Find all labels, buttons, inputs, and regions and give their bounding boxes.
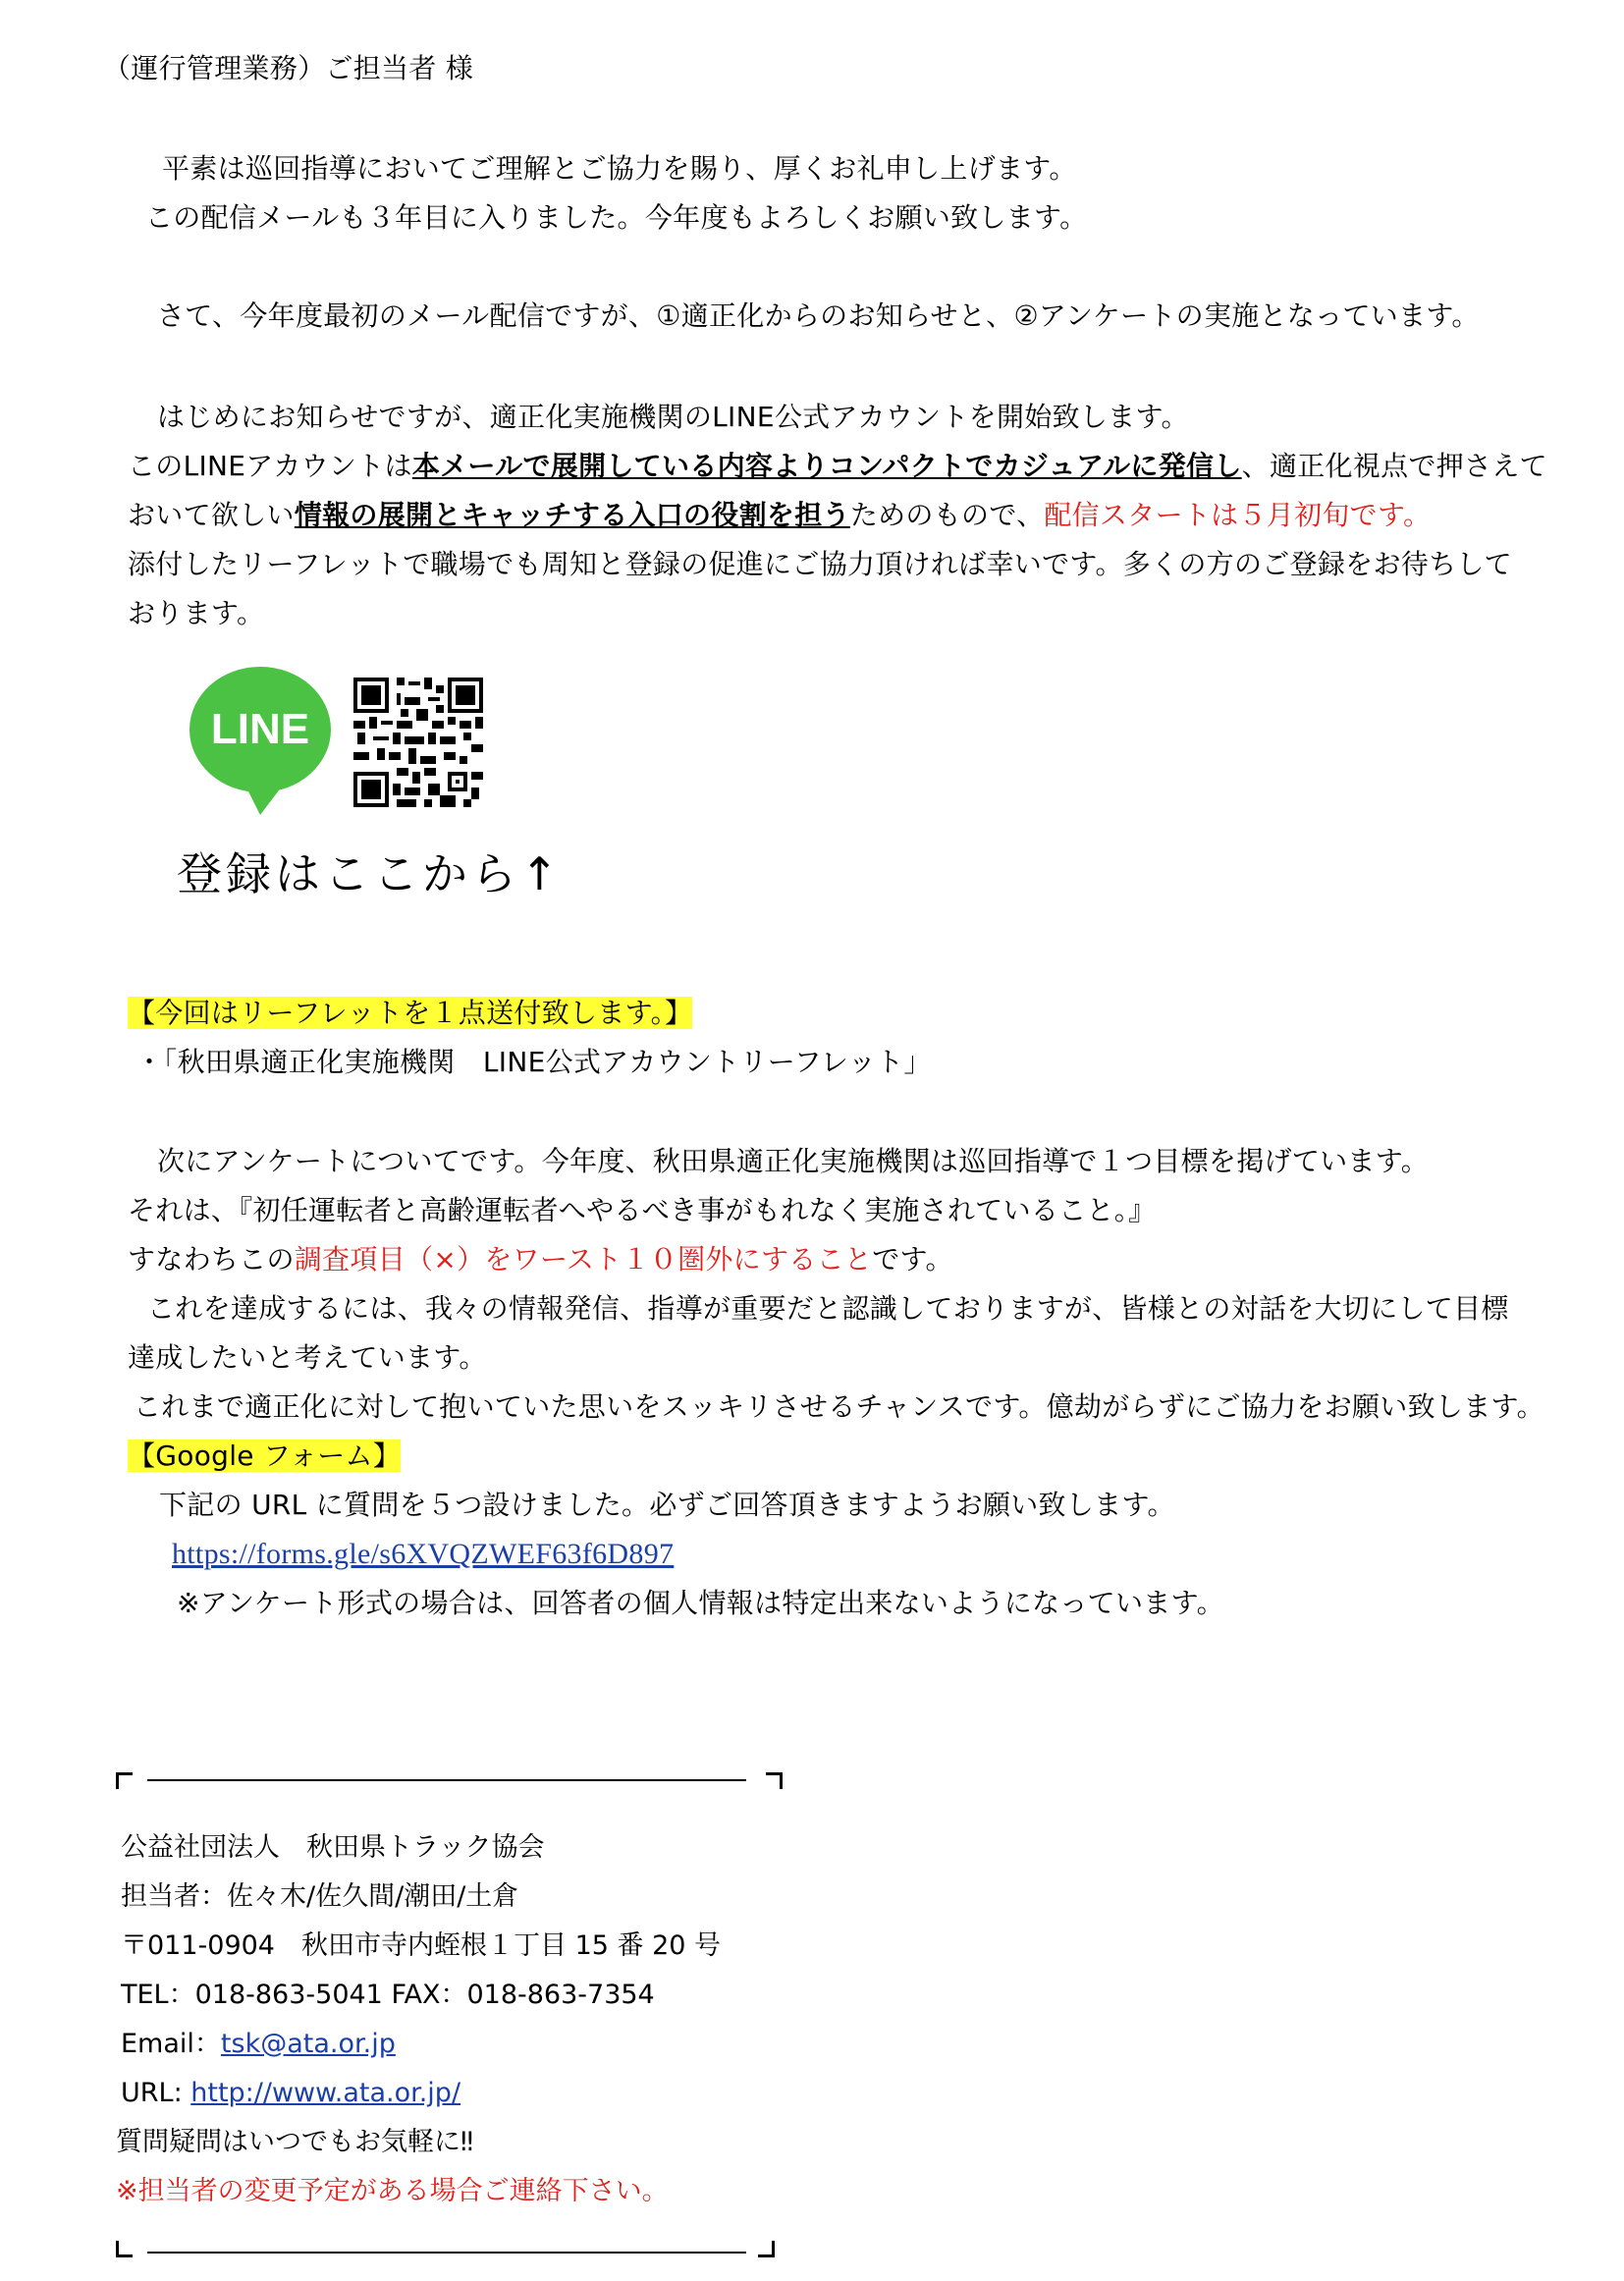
register-here-label: 登録はここから↑ (177, 847, 563, 900)
intro-paragraph-1: 平素は巡回指導においてご理解とご協力を賜り、厚くお礼申し上げます。 (162, 152, 1077, 185)
google-form-heading-text: 【Google フォーム】 (128, 1439, 402, 1472)
signature-questions: 質問疑問はいつでもお気軽に‼ (116, 2127, 474, 2157)
line-notice-line-4: 添付したリーフレットで職場でも周知と登録の促進にご協力頂ければ幸いです。多くの方のご登録をお待ちして (128, 548, 1512, 580)
survey-text: です。 (872, 1243, 953, 1276)
line-notice-line-5: おります。 (128, 597, 265, 629)
line-logo-text: LINE (210, 705, 310, 753)
line-notice-emphasis: 情報の展開とキャッチする入口の役割を担う (294, 499, 850, 531)
signature-top-rule (147, 1779, 746, 1781)
line-logo-icon (187, 663, 334, 815)
email-link[interactable]: tsk@ata.or.jp (220, 2029, 396, 2059)
google-form-instruction: 下記の URL に質問を５つ設けました。必ずご回答頂きますようお願い致します。 (159, 1489, 1175, 1521)
qr-code-icon[interactable] (353, 678, 483, 807)
line-notice-text: 、適正化視点で押さえて (1241, 450, 1547, 482)
signature-change-notice: ※担当者の変更予定がある場合ご連絡下さい。 (116, 2176, 669, 2206)
attachment-heading (128, 994, 692, 1033)
signature-bottom-left-corner (116, 2241, 133, 2257)
line-notice-text: おいて欲しい (128, 499, 295, 531)
signature-bottom-rule (147, 2252, 746, 2254)
website-link[interactable]: http://www.ata.or.jp/ (190, 2078, 461, 2108)
signature-email-row (121, 2025, 396, 2064)
survey-text: すなわちこの (128, 1243, 295, 1276)
survey-line-2: それは、『初任運転者と高齢運転者へやるべき事がもれなく実施されていること。』 (128, 1194, 1157, 1226)
survey-line-5: 達成したいと考えています。 (128, 1341, 487, 1374)
signature-tel-fax: TEL：018-863-5041 FAX：018-863-7354 (121, 1980, 655, 2010)
intro-paragraph-3: さて、今年度最初のメール配信ですが、①適正化からのお知らせと、②アンケートの実施となっています。 (157, 299, 1480, 332)
email-label: Email： (121, 2029, 221, 2059)
google-form-note: ※アンケート形式の場合は、回答者の個人情報は特定出来ないようになっています。 (177, 1587, 1224, 1619)
start-date-notice: 配信スタートは５月初旬です。 (1044, 499, 1432, 531)
line-notice-line-2 (128, 447, 1547, 486)
signature-bottom-right-corner (758, 2241, 775, 2257)
intro-paragraph-2: この配信メールも３年目に入りました。今年度もよろしくお願い致します。 (145, 201, 1088, 234)
signature-address: 〒011-0904 秋田市寺内蛭根１丁目 15 番 20 号 (121, 1930, 722, 1961)
survey-line-6: これまで適正化に対して抱いていた思いをスッキリさせるチャンスです。億劫がらずにご協力をお願い致します。 (134, 1390, 1544, 1423)
line-notice-line-3 (128, 496, 1431, 535)
greeting: （運行管理業務）ご担当者 様 (103, 52, 474, 84)
attachment-item: ・「秋田県適正化実施機関 LINE公式アカウントリーフレット」 (135, 1046, 932, 1078)
line-notice-emphasis: 本メールで展開している内容よりコンパクトでカジュアルに発信し (411, 450, 1242, 482)
signature-org: 公益社団法人 秋田県トラック協会 (121, 1832, 545, 1863)
line-notice-line-1: はじめにお知らせですが、適正化実施機関のLINE公式アカウントを開始致します。 (157, 401, 1189, 433)
url-label: URL: (121, 2078, 191, 2108)
survey-line-1: 次にアンケートについてです。今年度、秋田県適正化実施機関は巡回指導で１つ目標を掲げています。 (157, 1145, 1430, 1177)
attachment-heading-text: 【今回はリーフレットを１点送付致します。】 (128, 997, 693, 1029)
survey-line-3 (128, 1240, 953, 1279)
signature-top-left-corner (116, 1772, 133, 1789)
google-form-heading (128, 1437, 401, 1476)
survey-target: 調査項目（×）をワースト１０圏外にすること (294, 1243, 873, 1276)
line-notice-text: ためのもので、 (849, 499, 1045, 531)
google-form-link[interactable]: https://forms.gle/s6XVQZWEF63f6D897 (172, 1538, 675, 1570)
signature-staff: 担当者：佐々木/佐久間/潮田/土倉 (121, 1881, 519, 1912)
signature-top-right-corner (766, 1772, 783, 1789)
survey-line-4: これを達成するには、我々の情報発信、指導が重要だと認識しておりますが、皆様との対話を大切にして目標 (147, 1292, 1509, 1325)
signature-url-row (121, 2074, 460, 2113)
line-notice-text: このLINEアカウントは (128, 450, 412, 482)
